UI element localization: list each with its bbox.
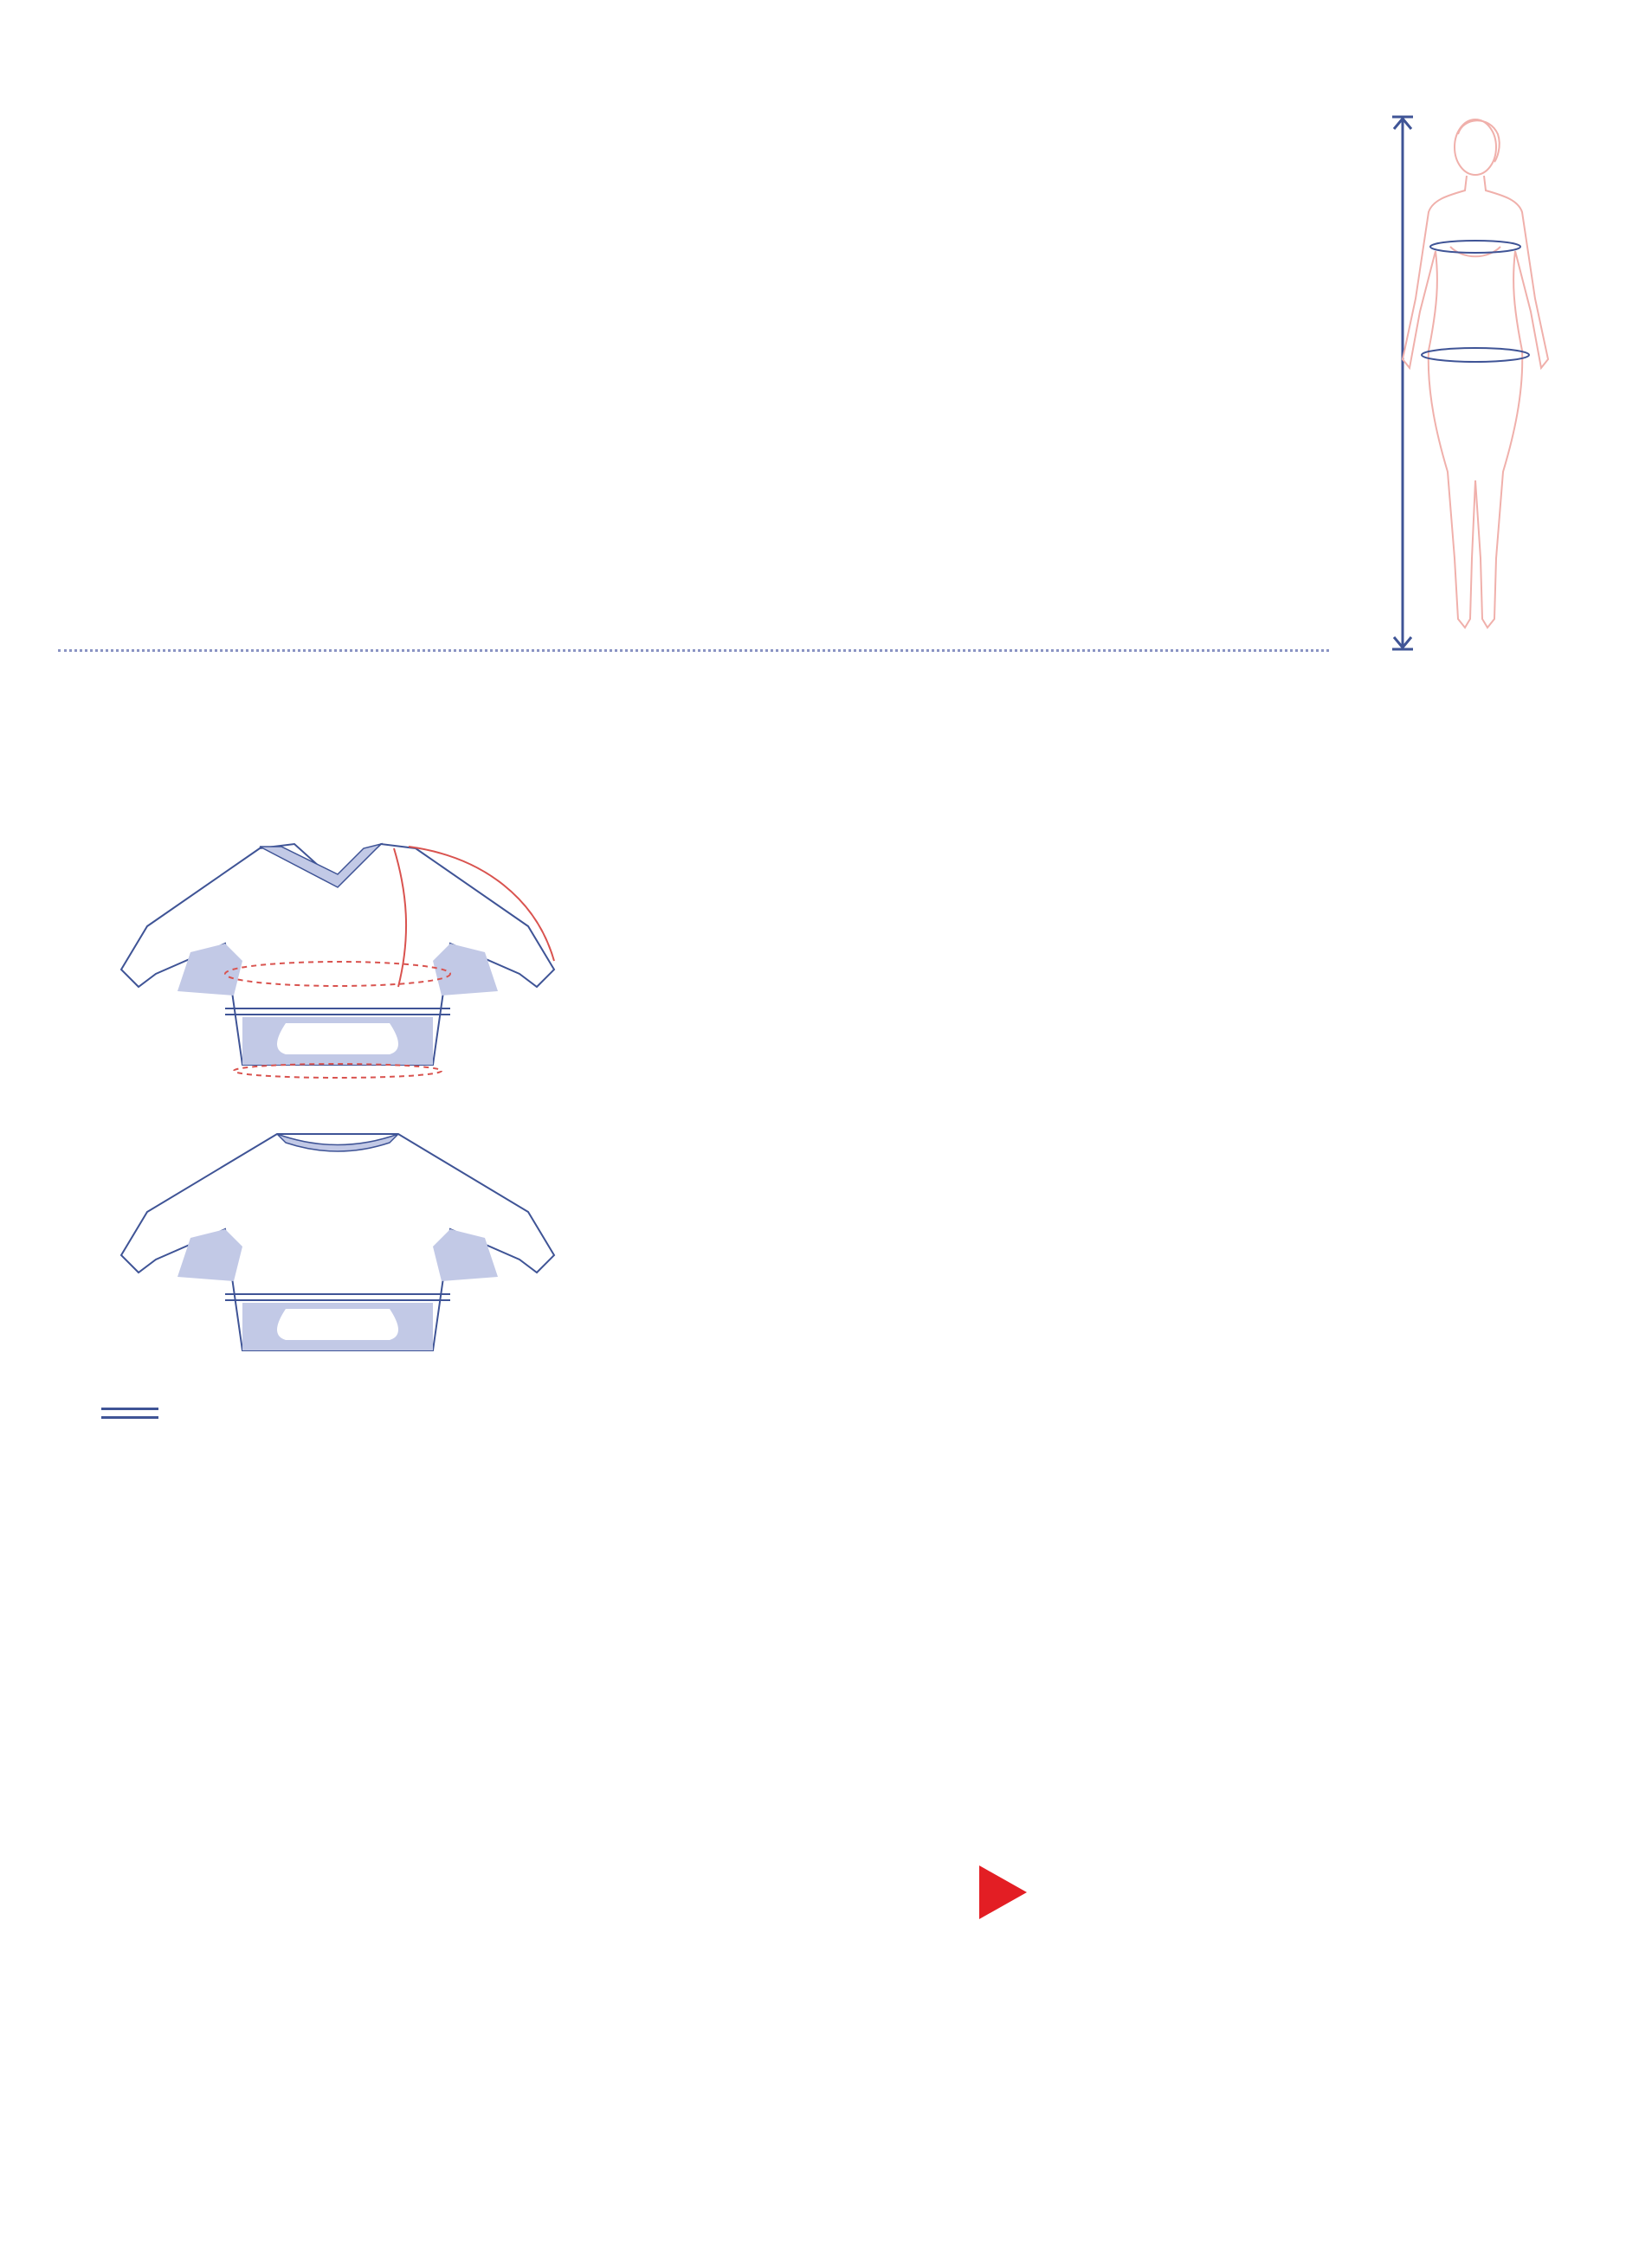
height-arrow-icon [1392, 117, 1413, 649]
back-garment-icon [121, 1134, 554, 1350]
woman-silhouette-icon [1403, 119, 1548, 628]
section-divider [58, 649, 1329, 652]
double-line-legend-icon [101, 1408, 158, 1410]
body-figure-illustration [1368, 108, 1593, 662]
measurement-lines-icon [1422, 241, 1529, 362]
fibremood-logo[interactable] [925, 1818, 1072, 1965]
play-icon [979, 1865, 1027, 1919]
double-line-legend-icon-2 [101, 1416, 158, 1419]
garment-illustrations [87, 822, 589, 1376]
front-garment-icon [121, 844, 554, 1078]
